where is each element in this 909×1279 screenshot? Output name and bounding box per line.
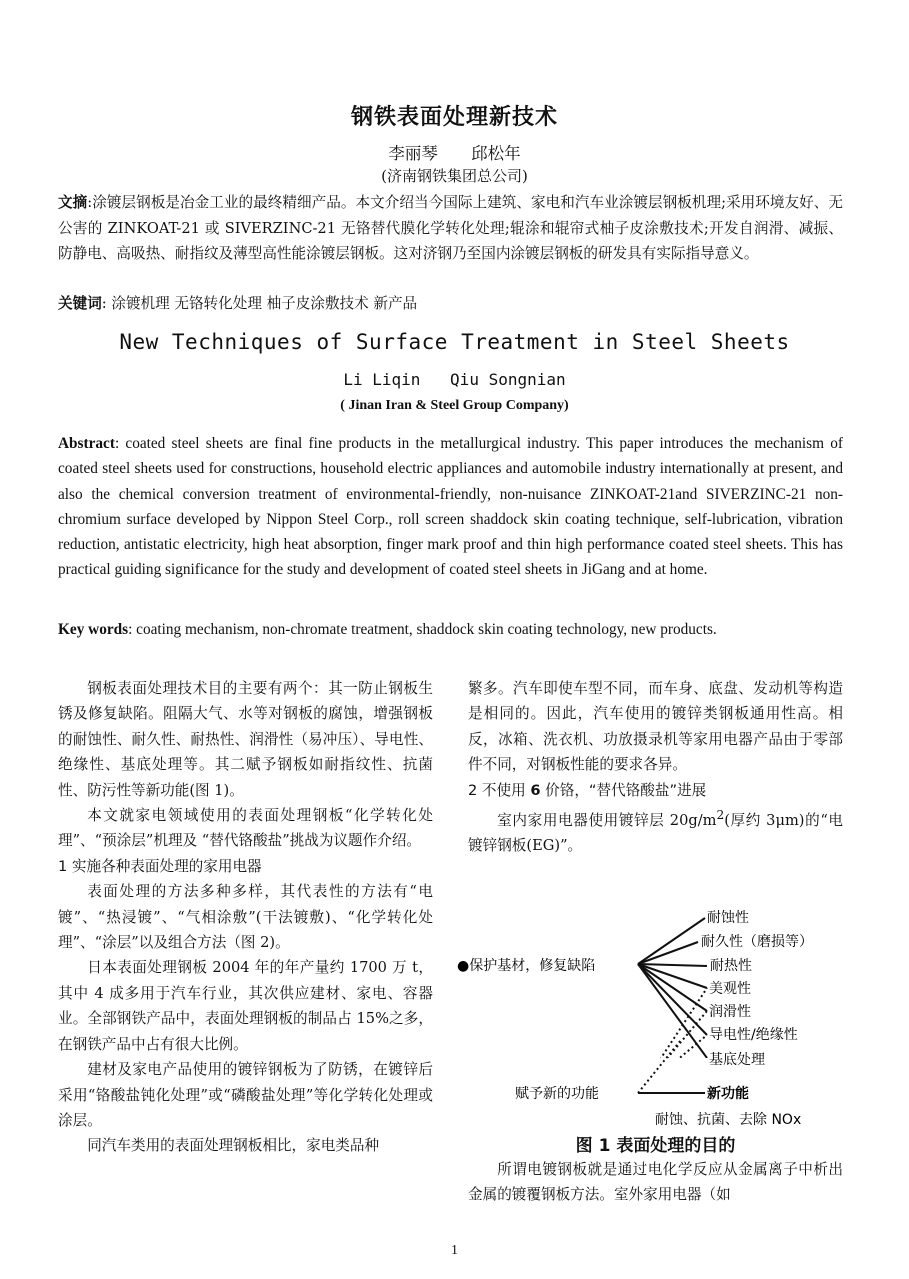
abstract-cn-label: 文摘 [58, 194, 88, 211]
abstract-en [58, 431, 843, 583]
body-right-column [468, 676, 843, 859]
title-en: New Techniques of Surface Treatment in Steel Sheets [119, 330, 790, 354]
paragraph-part: 室内家用电器使用镀锌层 20g/m [497, 811, 717, 829]
abstract-cn [58, 190, 843, 267]
author-en-2: Qiu Songnian [450, 370, 566, 389]
affiliation-cn: (济南钢铁集团总公司) [381, 167, 528, 185]
keywords-en [58, 619, 843, 641]
title-cn: 钢铁表面处理新技术 [350, 105, 558, 130]
section-heading-2-num: 6 [530, 781, 541, 799]
figure-caption: 图 1 表面处理的目的 [575, 1136, 736, 1156]
figure-new-function: 新功能 [707, 1086, 749, 1102]
figure-1-lower [455, 1040, 850, 1130]
section-heading-2-post: 价铬，“替代铬酸盐”进展 [540, 781, 707, 799]
figure-left-top: ●保护基材，修复缺陷 [457, 958, 596, 974]
paragraph: 所谓电镀钢板就是通过电化学反应从金属离子中析出金属的镀覆钢板方法。室外家用电器（如 [468, 1161, 843, 1204]
affiliation-en: ( Jinan Iran & Steel Group Company) [340, 398, 569, 413]
keywords-en-text: : coating mechanism, non-chromate treatment, shaddock skin coating technology, new products. [128, 621, 717, 638]
abstract-cn-text: :涂镀层钢板是冶金工业的最终精细产品。本文介绍当今国际上建筑、家电和汽车业涂镀层钢板机理;采用环境友好、无公害的 ZINKOAT-21 或 SIVERZINC-21 无铬替代膜化学转化处理;辊涂和辊帘式柚子皮涂敷技术;开发自润滑、减振、防静电、高吸热、耐指纹及薄型高性能涂镀层钢板。这对济钢乃至国内涂镀层钢板的研发具有实际指导意义。 [58, 194, 843, 262]
paragraph: 表面处理的方法多种多样，其代表性的方法有“电镀”、“热浸镀”、“气相涂敷”(干法镀敷)、“化学转化处理”、“涂层”以及组合方法（图 2)。 [58, 883, 433, 952]
superscript: 2 [716, 808, 725, 823]
body-right-continued [468, 1157, 843, 1208]
line-durability [638, 942, 698, 964]
body-left-column [58, 676, 433, 1159]
page-number: 1 [451, 1243, 458, 1258]
paragraph: 建材及家电产品使用的镀锌钢板为了防锈，在镀锌后采用“铬酸盐钝化处理”或“磷酸盐处理”等化学转化处理或涂层。 [58, 1061, 433, 1129]
figure-item-6: 基底处理 [709, 1052, 765, 1068]
paragraph: 钢板表面处理技术目的主要有两个：其一防止钢板生锈及修复缺陷。阻隔大气、水等对钢板的腐蚀，增强钢板的耐蚀性、耐久性、耐热性、润滑性（易冲压）、导电性、绝缘性、基底处理等。其二赋予钢板如耐指纹性、抗菌性、防污性等新功能(图 1)。 [58, 680, 433, 799]
keywords-en-label: Key words [58, 621, 129, 638]
author-en-1: Li Liqin [343, 370, 421, 389]
authors-en [0, 370, 909, 389]
figure-item-0: 耐蚀性 [707, 910, 749, 926]
figure-item-4: 润滑性 [709, 1004, 751, 1020]
paragraph: 本文就家电领域使用的表面处理钢板“化学转化处理”、“预涂层”机理及 “替代铬酸盐”挑战为议题作介绍。 [58, 807, 433, 850]
figure-item-1: 耐久性（磨损等） [701, 934, 813, 950]
authors-cn [0, 140, 909, 164]
figure-1-diagram [455, 898, 850, 1058]
paragraph-part: (厚约 3μm)的“电镀锌钢板(EG)”。 [468, 811, 843, 855]
line-heat [638, 964, 707, 966]
section-heading-1: 1 实施各种表面处理的家用电器 [58, 857, 262, 875]
figure-item-3: 美观性 [709, 981, 751, 997]
abstract-en-label: Abstract [58, 435, 115, 452]
paragraph: 同汽车类用的表面处理钢板相比，家电类品种 [87, 1137, 380, 1155]
figure-new-function-detail: 耐蚀、抗菌、去除 NOx [655, 1112, 802, 1128]
paragraph [468, 803, 843, 859]
author-cn-1: 李丽琴 [388, 144, 438, 163]
section-heading-2-pre: 2 不使用 [468, 781, 531, 799]
figure-item-2: 耐热性 [710, 958, 752, 974]
paragraph: 日本表面处理钢板 2004 年的年产量约 1700 万 t，其中 4 成多用于汽车行业，其次供应建材、家电、容器业。全部钢铁产品中，表面处理钢板的制品占 15%之多，在钢铁产品中占有很大比例。 [58, 959, 433, 1053]
paragraph: 繁多。汽车即使车型不同，而车身、底盘、发动机等构造是相同的。因此，汽车使用的镀锌类钢板通用性高。相反，冰箱、洗衣机、功放摄录机等家用电器产品由于零部件不同，对钢板性能的要求各异。 [468, 680, 843, 774]
keywords-cn [58, 293, 843, 315]
section-heading-2 [468, 778, 843, 803]
abstract-en-text: : coated steel sheets are final fine products in the metallurgical industry. This paper introduces the mechanism of coated steel sheets used for constructions, household electric appliances and automobile industry internationally at present, and also the chemical conversion treatment of environmental-friendly, non-nuisance ZINKOAT-21and SIVERZINC-21 non-chromium surface developed by Nippon Steel Corp., roll screen shaddock skin coating technique, self-lubrication, vibration reduction, antistatic electricity, high heat absorption, finger mark proof and thin high performance coated steel sheets. This has practical guiding significance for the study and development of coated steel sheets in JiGang and at home. [58, 435, 843, 579]
keywords-cn-label: 关键词 [58, 295, 102, 312]
dotted-upper [638, 1040, 685, 1093]
author-cn-2: 邱松年 [471, 144, 521, 163]
figure-left-bottom: 赋予新的功能 [515, 1086, 599, 1102]
keywords-cn-text: : 涂镀机理 无铬转化处理 柚子皮涂敷技术 新产品 [101, 295, 418, 312]
line-corrosion [638, 918, 705, 964]
figure-solid-lines [638, 918, 707, 1058]
figure-lower-dotted [638, 1040, 685, 1093]
figure-item-5: 导电性/绝缘性 [709, 1027, 798, 1043]
